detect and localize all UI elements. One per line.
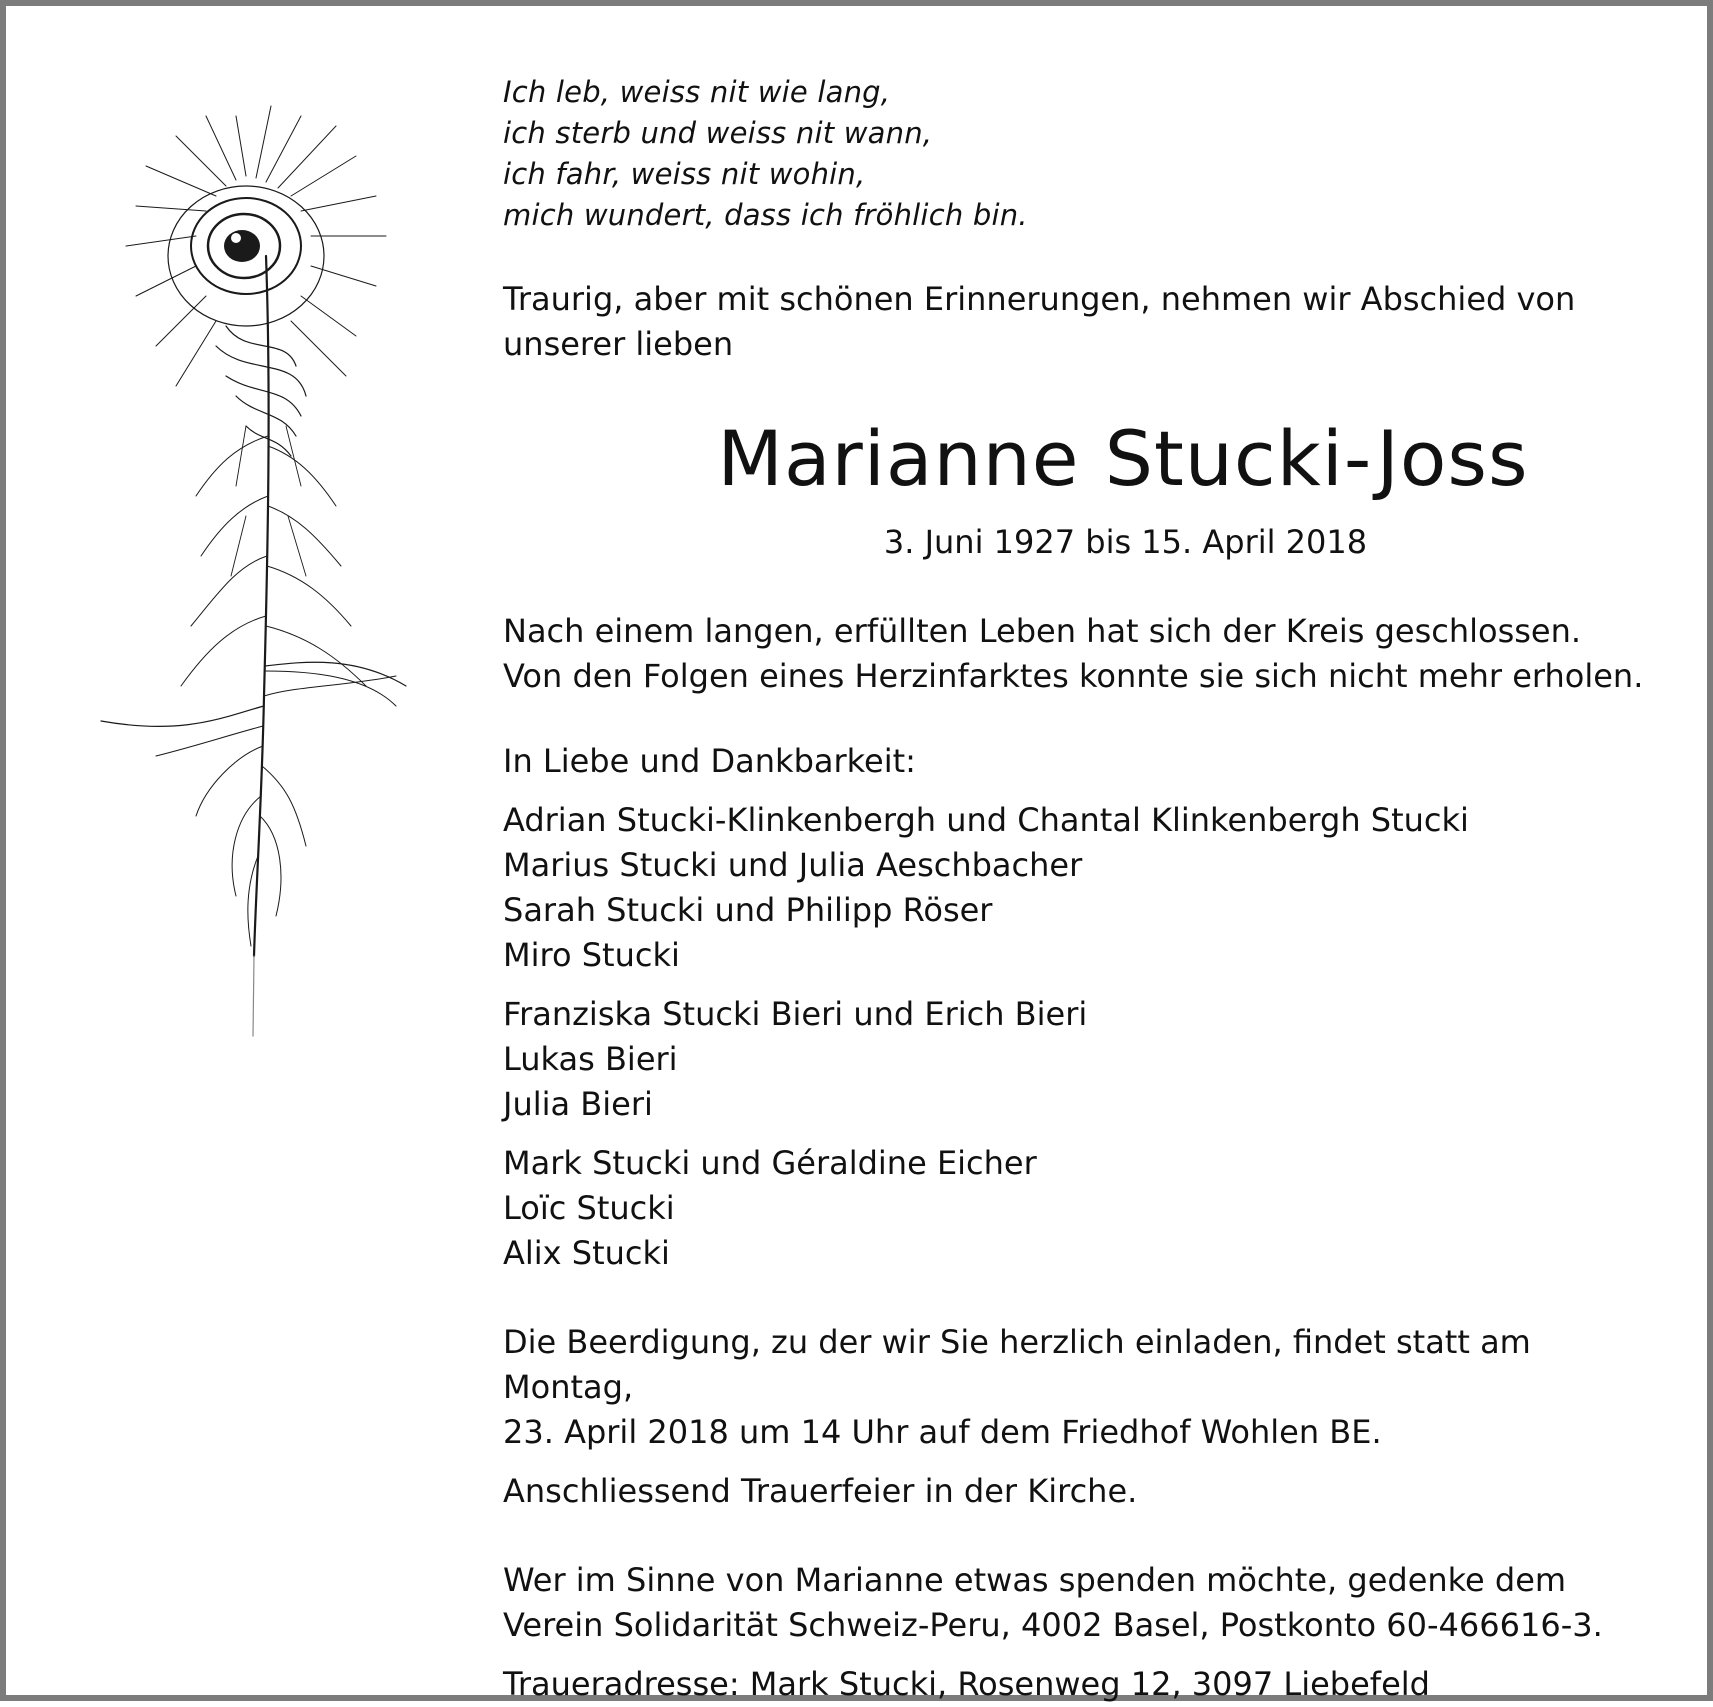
mourner-name: Franziska Stucki Bieri und Erich Bieri bbox=[503, 995, 1088, 1033]
mourning-address: Traueradresse: Mark Stucki, Rosenweg 12, 3097 Liebefeld bbox=[503, 1665, 1430, 1703]
life-dates: 3. Juni 1927 bis 15. April 2018 bbox=[883, 523, 1368, 561]
mourner-name: Adrian Stucki-Klinkenbergh und Chantal Klinkenbergh Stucki bbox=[503, 801, 1469, 839]
donation-line: Verein Solidarität Schweiz-Peru, 4002 Basel, Postkonto 60-466616-3. bbox=[503, 1606, 1603, 1644]
obituary-content bbox=[503, 72, 1663, 1707]
mourners-heading: In Liebe und Dankbarkeit: bbox=[503, 742, 916, 780]
mourner-name: Mark Stucki und Géraldine Eicher bbox=[503, 1144, 1037, 1182]
mourner-name: Marius Stucki und Julia Aeschbacher bbox=[503, 846, 1083, 884]
funeral-line: 23. April 2018 um 14 Uhr auf dem Friedhof Wohlen BE. bbox=[503, 1413, 1382, 1451]
poem-line: ich fahr, weiss nit wohin, bbox=[503, 157, 866, 191]
mourner-name: Miro Stucki bbox=[503, 936, 680, 974]
mourner-group bbox=[503, 798, 1663, 978]
intro-line: Traurig, aber mit schönen Erinnerungen, nehmen wir Abschied von bbox=[503, 280, 1576, 318]
message bbox=[503, 609, 1663, 699]
poem bbox=[503, 72, 1663, 236]
message-line: Von den Folgen eines Herzinfarktes konnte sie sich nicht mehr erholen. bbox=[503, 657, 1644, 695]
funeral-ceremony: Anschliessend Trauerfeier in der Kirche. bbox=[503, 1472, 1138, 1510]
mourner-name: Julia Bieri bbox=[503, 1085, 653, 1123]
funeral-info bbox=[503, 1320, 1663, 1514]
funeral-line: Die Beerdigung, zu der wir Sie herzlich einladen, findet statt am Montag, bbox=[503, 1323, 1531, 1406]
poem-line: ich sterb und weiss nit wann, bbox=[503, 116, 933, 150]
mourner-name: Loïc Stucki bbox=[503, 1189, 675, 1227]
peacock-feather-icon bbox=[96, 96, 466, 1056]
mourner-name: Sarah Stucki und Philipp Röser bbox=[503, 891, 993, 929]
donation-info bbox=[503, 1558, 1663, 1648]
message-line: Nach einem langen, erfüllten Leben hat sich der Kreis geschlossen. bbox=[503, 612, 1582, 650]
mourner-group bbox=[503, 992, 1663, 1127]
donation-line: Wer im Sinne von Marianne etwas spenden möchte, gedenke dem bbox=[503, 1561, 1567, 1599]
poem-line: Ich leb, weiss nit wie lang, bbox=[503, 75, 891, 109]
mourner-group bbox=[503, 1141, 1663, 1276]
mourners bbox=[503, 739, 1663, 1276]
intro-line: unserer lieben bbox=[503, 325, 734, 363]
mourner-name: Alix Stucki bbox=[503, 1234, 670, 1272]
deceased-name: Marianne Stucki-Joss bbox=[717, 414, 1529, 503]
poem-line: mich wundert, dass ich fröhlich bin. bbox=[503, 198, 1028, 232]
intro-text bbox=[503, 277, 1663, 367]
mourner-name: Lukas Bieri bbox=[503, 1040, 678, 1078]
